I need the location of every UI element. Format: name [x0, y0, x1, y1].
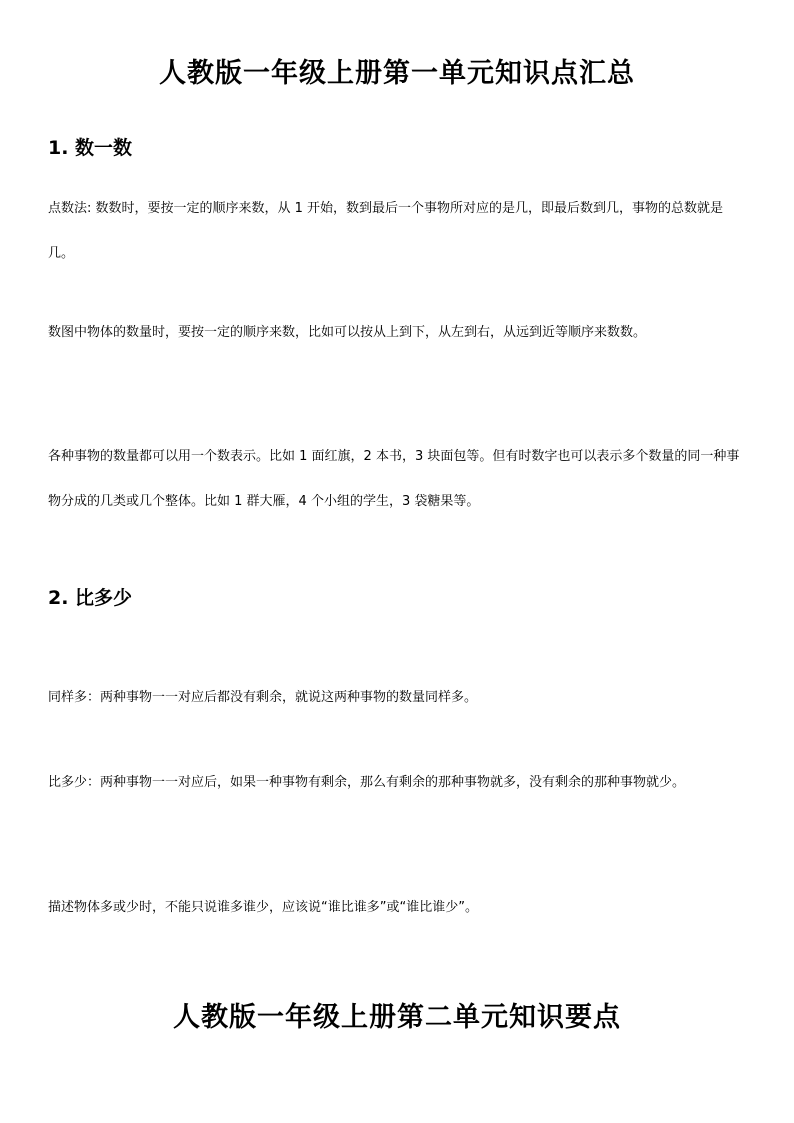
paragraph-describe-comparison: 描述物体多或少时，不能只说谁多谁少，应该说“谁比谁多”或“谁比谁少”。	[48, 900, 478, 915]
document-title-unit-1: 人教版一年级上册第一单元知识点汇总	[159, 58, 635, 89]
paragraph-counting-method: 点数法: 数数时，要按一定的顺序来数，从 1 开始，数到最后一个事物所对应的是几，即最后数到几，事物的总数就是几。	[48, 201, 724, 261]
paragraph-number-representation: 各种事物的数量都可以用一个数表示。比如 1 面红旗，2 本书，3 块面包等。但有时数字也可以表示多个数量的同一种事物分成的几类或几个整体。比如 1 群大雁，4 个小组的学生，3 袋糖果等。	[48, 449, 740, 509]
section-heading-compare: 2. 比多少	[48, 587, 133, 609]
paragraph-equal-amount: 同样多：两种事物一一对应后都没有剩余，就说这两种事物的数量同样多。	[48, 690, 478, 705]
section-heading-count: 1. 数一数	[48, 137, 133, 159]
paragraph-more-less: 比多少：两种事物一一对应后，如果一种事物有剩余，那么有剩余的那种事物就多，没有剩余的那种事物就少。	[48, 775, 686, 790]
document-title-unit-2: 人教版一年级上册第二单元知识要点	[173, 1002, 621, 1033]
paragraph-counting-order: 数图中物体的数量时，要按一定的顺序来数，比如可以按从上到下，从左到右，从远到近等顺序来数数。	[48, 325, 647, 340]
